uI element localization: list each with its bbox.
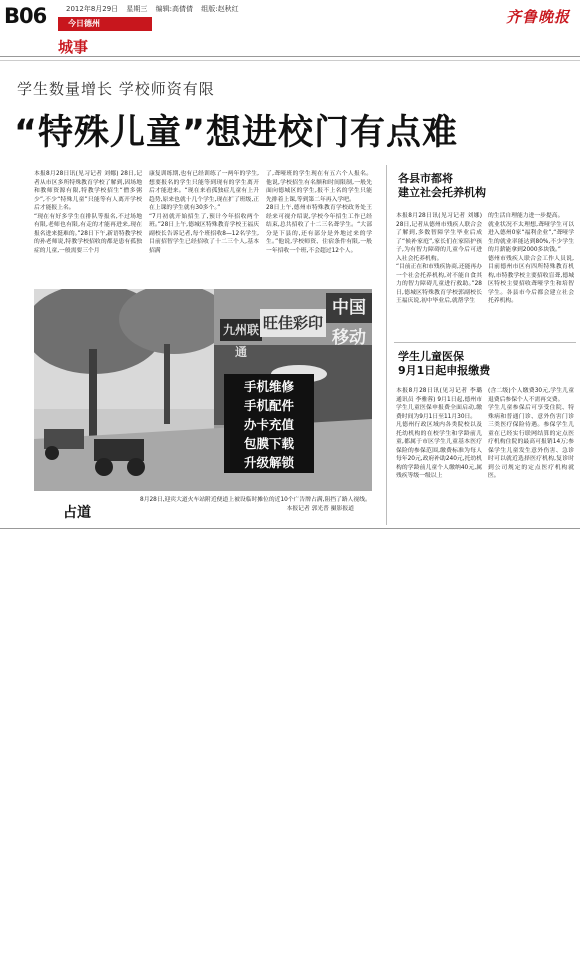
issue-weekday: 星期三 <box>126 5 148 13</box>
page-number: B06 <box>4 4 47 28</box>
side-story-1-title-line: 各县市都将 <box>398 172 453 185</box>
header-rule <box>0 56 580 57</box>
side-story-divider <box>394 342 576 343</box>
photo-caption <box>140 496 372 514</box>
issue-meta <box>66 4 245 14</box>
board-line: 手机配件 <box>243 398 294 413</box>
issue-date: 2012年8月29日 <box>66 5 119 13</box>
news-photo <box>34 289 372 491</box>
newspaper-logo: 齐鲁晚报 <box>505 8 570 26</box>
side-story-1-column-1: 本报8月28日讯(见习记者 刘娜) 28日,记者从德州市残疾人联合会了解到,多数智障学生毕业后成了“候补家庭”,家长们在家陪护孩子,为有智力障碍的儿童今后可进入社会托养机构。 “目前正在和市残疾协商,还能再办一个社会托养机构,对不能自食其力的智力障碍儿童进行救助。”28日,德城区特殊教育学校郭副校长王福庆说,初中毕业后,就帮学生 <box>396 213 482 304</box>
side-story-2-title <box>398 350 490 378</box>
side-story-2-title-line: 学生儿童医保 <box>398 350 464 363</box>
article-column-1: 本报8月28日讯(见习记者 刘娜) 28日,记者从市区多所特殊教育学校了解到,因场地和教师资源有限,特教学校招生“僧多粥少”,不少“特殊儿童”只能等有人离开学校后才能报上名。 “现在有好多学生在排队等报名,不过场地有限,老师也有限,有走的才能再进来,现在报名进来挺难的。”28日下午,新语特教学校的孙老师说,特教学校招收的都是患有孤独症的儿童,一般需要三个月 <box>34 171 142 254</box>
header-rule-thin <box>0 60 580 61</box>
page-bottom-rule <box>0 528 580 529</box>
shop-sign-print: 旺佳彩印 <box>260 309 326 337</box>
shop-sign-unicom: 九州联通 <box>220 319 262 341</box>
article-kicker: 学生数量增长 学校师资有限 <box>17 80 215 98</box>
side-story-1-title <box>398 172 486 200</box>
column-divider <box>386 165 387 525</box>
board-line: 手机维修 <box>243 379 294 394</box>
photo-title: 占道 <box>63 505 91 521</box>
designer-credit: 组版:赵秋红 <box>201 5 239 13</box>
side-story-1-column-2: 的生活自理能力进一步提高。 就业状况不太理想,聋哑学生可以进入德州0家“福利企业”,“聋哑学生的就业率能达到80%,不少学生的月薪能拿到2000多块钱。” 德州市残疾人联合会工作人员说,目前德州市区有四所特殊教育机构,市特教学校主要招收盲聋,德城区特校主要招收聋哑学生和培智学生。各县市今后都会建立社会托养机构。 <box>488 213 574 304</box>
side-story-2-column-1: 本报8月28日讯(见习记者 李璐 通讯员 李雅蓉) 9月1日起,德州市学生儿童医保申报费全面启动,缴费时间为9月1日至11月30日。 凡德州行政区域内各类院校以及托幼机构的在校学生和学龄前儿童,都属于市区学生儿童基本医疗保险的参保范围,缴费标准为每人每年20元,政府补助240元,托幼机构的学龄前儿童个人缴纳40元,属残疾等级一级以上 <box>396 388 482 479</box>
article-column-3: 了,聋哑班的学生现在有五六个人报名。他说,学校招生有名额和时间限制,一般先面向德城区的学生,报不上名的学生只能先排着上课,等到第二年再入学吧。 28日上午,德州市特殊教育学校政务处王经来可视介绍说,学校今年招生工作已经结束,总共招收了十二三名聋学生。“大部分是下县的,还有部分是外地过来的学生。”他说,学校师资、住宿条件有限,一般一年招收一个班,不会超过12个人。 <box>266 171 372 254</box>
editor-credit: 编辑:高倩倩 <box>155 5 194 13</box>
section-name: 城事 <box>58 38 89 56</box>
article-column-2: 康复训练期,也有已经训练了一两年的学生,想要报名的学生只能等到现有的学生离开后才能进来。“现在来看孤独症儿童有上升趋势,原来也就十几个学生,现在扩了班级,正在上课的学生就有30多个。” “7月初就开始招生了,预计今年招收两个班。”28日上午,德城区特殊教育学校王福庆副校长告诉记者,每个班招收8—12名学生,目前招智学生已经招收了十二三个人,基本招满 <box>149 171 259 254</box>
roadside-advert-board <box>224 374 314 473</box>
article-headline: “特殊儿童”想进校门有点难 <box>14 113 459 153</box>
board-line: 升级解锁 <box>243 455 294 470</box>
board-line: 办卡充值 <box>243 417 294 432</box>
section-tag: 今日德州 <box>58 17 152 31</box>
side-story-1-title-line: 建立社会托养机构 <box>398 186 486 199</box>
photo-credit: 本报记者 郭光普 摄影报道 <box>286 506 354 512</box>
caption-text: 8月28日,迎宾大道火车站附近便道上被设临时摊位的近10个广告牌占满,阻挡了路人视线。 <box>140 497 371 503</box>
shop-sign-mobile: 中国移动 <box>326 293 372 323</box>
side-story-2-column-2: (含二级)个人缴费30元,学生儿童退费后参保个人不需再交费。 学生儿童参保后可享受住院、特殊病和普通门诊、意外伤害门诊三类医疗保险待遇。参保学生儿童在已经实行联网结算的定点医疗机构住院的最高可报销14万;参保学生儿童发生意外伤害、急诊时可以就近选择医疗机构,复诊时到公司规定的定点医疗机构就医。 <box>488 388 574 479</box>
page-header <box>0 0 580 60</box>
side-story-2-title-line: 9月1日起申报缴费 <box>398 364 491 377</box>
board-line: 包膜下载 <box>243 436 294 451</box>
